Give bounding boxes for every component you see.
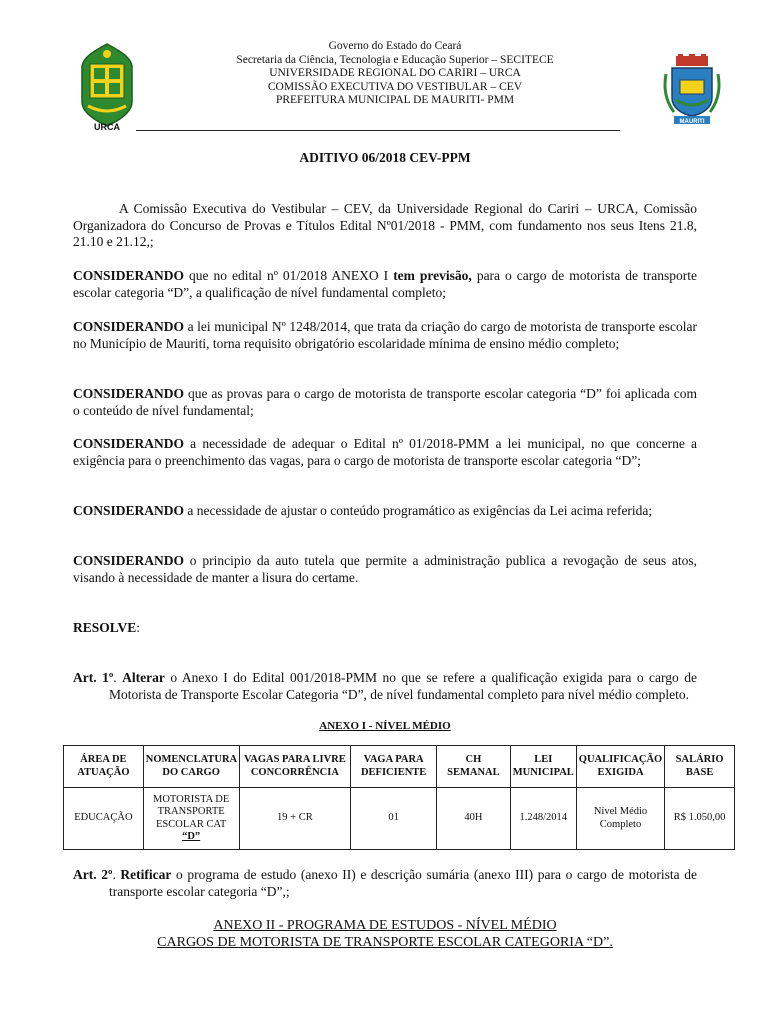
header-line: Secretaria da Ciência, Tecnologia e Educação Superior – SECITECE [236,53,554,66]
considerando-keyword: CONSIDERANDO [73,319,185,334]
considerando-4: CONSIDERANDO a necessidade de adequar o Edital nº 01/2018-PMM a lei municipal, no que concerne a exigência para o preenchimento das vagas, para o cargo de motorista de transporte escolar categoria “D”; [73,436,697,468]
col-header-cargo: NOMENCLATURA DO CARGO [143,746,239,788]
cell-cargo: MOTORISTA DE TRANSPORTE ESCOLAR CAT “D” [143,788,239,850]
annex-2-subtitle: CARGOS DE MOTORISTA DE TRANSPORTE ESCOLAR CATEGORIA “D”. [157,935,613,950]
header-divider [136,130,620,131]
article-verb: Retificar [120,867,172,882]
col-header-deficiente: VAGA PARA DEFICIENTE [351,746,437,788]
cell-area: EDUCAÇÃO [64,788,144,850]
svg-text:MAURITI: MAURITI [679,119,705,125]
header-line: COMISSÃO EXECUTIVA DO VESTIBULAR – CEV [267,80,523,93]
header-line: PREFEITURA MUNICIPAL DE MAURITI- PMM [275,94,515,106]
considerando-1: CONSIDERANDO que no edital nº 01/2018 ANEXO I tem previsão, para o cargo de motorista de transporte escolar categoria “D”, a qualificação de nível fundamental completo; [73,268,697,300]
cell-qualificacao: Nível Médio Completo [576,788,664,850]
considerando-keyword: CONSIDERANDO [73,503,185,518]
cell-deficiente: 01 [351,788,437,850]
considerando-keyword: CONSIDERANDO [73,436,185,451]
col-header-vagas: VAGAS PARA LIVRE CONCORRÊNCIA [239,746,351,788]
table-header-row [64,746,735,788]
considerando-keyword: CONSIDERANDO [73,268,185,283]
article-label: Art. 2º [73,867,113,882]
article-label: Art. 1º [73,670,114,685]
annex-2-heading [0,917,770,951]
svg-text:URCA: URCA [94,122,120,132]
header-line: Governo do Estado do Ceará [328,40,462,52]
col-header-lei: LEI MUNICIPAL [510,746,576,788]
urca-logo [76,42,138,132]
document-header [70,40,720,135]
document-title: ADITIVO 06/2018 CEV-PPM [299,150,471,165]
considerando-keyword: CONSIDERANDO [73,386,185,401]
cell-lei: 1.248/2014 [510,788,576,850]
mauriti-coat-of-arms [662,54,722,126]
considerando-2: CONSIDERANDO a lei municipal Nº 1248/2014, que trata da criação do cargo de motorista de transporte escolar no Município de Mauriti, torna requisito obrigatório escolaridade mínima de ensino médio completo; [73,319,697,351]
col-header-qualificacao: QUALIFICAÇÃO EXIGIDA [576,746,664,788]
header-text [130,40,660,108]
considerando-keyword: CONSIDERANDO [73,553,185,568]
article-1: Art. 1º. Alterar o Anexo I do Edital 001/2018-PMM no que se refere a qualificação exigida para o cargo de Motorista de Transporte Escolar Categoria “D”, de nível fundamental completo para nível médio completo. [73,670,698,702]
col-header-area: ÁREA DE ATUAÇÃO [64,746,144,788]
annex-1-table [63,745,735,850]
cell-ch: 40H [437,788,511,850]
header-line: UNIVERSIDADE REGIONAL DO CARIRI – URCA [269,67,521,79]
considerando-3: CONSIDERANDO que as provas para o cargo de motorista de transporte escolar categoria “D” foi aplicada com o conteúdo de nível fundamental; [73,386,697,418]
annex-1-title: ANEXO I - NÍVEL MÉDIO [319,720,451,732]
article-2: Art. 2º. Retificar o programa de estudo (anexo II) e descrição sumária (anexo III) para o cargo de motorista de transporte escolar categoria “D”,; [73,867,698,899]
article-verb: Alterar [122,670,165,685]
annex-2-title: ANEXO II - PROGRAMA DE ESTUDOS - NÍVEL MÉDIO [213,918,557,933]
intro-paragraph: A Comissão Executiva do Vestibular – CEV, da Universidade Regional do Cariri – URCA, Comissão Organizadora do Concurso de Provas e Títulos Edital Nº01/2018 - PMM, com fundamento nos seus Itens 21.8, 21.10 e 21.12,; [73,201,697,249]
col-header-salario: SALÁRIO BASE [665,746,735,788]
considerando-5: CONSIDERANDO a necessidade de ajustar o conteúdo programático as exigências da Lei acima referida; [73,503,653,518]
cell-vagas: 19 + CR [239,788,351,850]
table-row [64,788,735,850]
cell-salario: R$ 1.050,00 [665,788,735,850]
resolve-heading: RESOLVE: [73,620,141,635]
col-header-ch: CH SEMANAL [437,746,511,788]
considerando-6: CONSIDERANDO o principio da auto tutela que permite a administração publica a revogação de seus atos, visando à necessidade de manter a lisura do certame. [73,553,697,585]
